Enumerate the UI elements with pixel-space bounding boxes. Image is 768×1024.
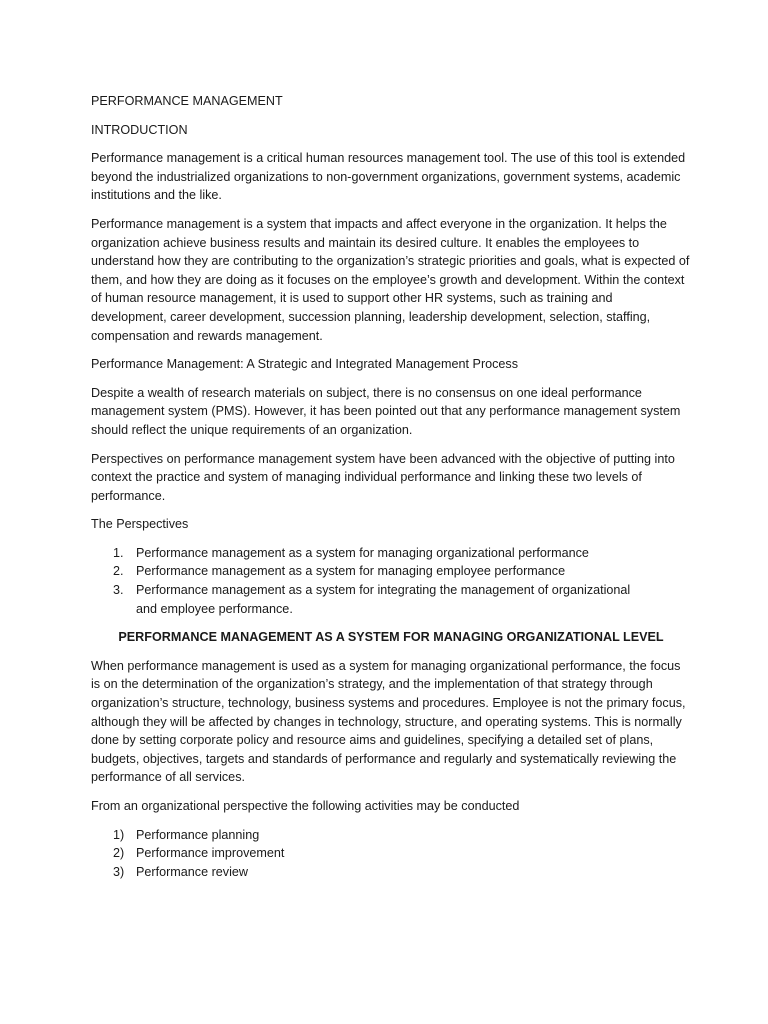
intro-paragraph-1: Performance management is a critical human resources management tool. The use of this tool is extended beyond the industrialized organizations to non-government organizations, government systems, academic institutions and the like. (91, 151, 686, 203)
perspectives-list (91, 544, 691, 618)
list-item (91, 826, 691, 845)
list-item-text: Performance planning (136, 827, 260, 842)
activities-intro: From an organizational perspective the following activities may be conducted (91, 799, 520, 813)
perspectives-heading: The Perspectives (91, 517, 189, 532)
strategic-process-heading: Performance Management: A Strategic and Integrated Management Process (91, 357, 519, 372)
list-item-text: Performance improvement (136, 846, 285, 861)
list-marker: 1) (113, 827, 125, 842)
list-item-text: Performance management as a system for managing employee performance (136, 564, 566, 579)
list-marker: 3. (113, 583, 124, 598)
intro-paragraph-2: Performance management is a system that impacts and affect everyone in the organization. It helps the organization achieve business results and maintain its desired culture. It enables the employees to understand how they are contributing to the organization’s strategic priorities and goals, what is expected of them, and how they are doing as it focuses on the employee’s growth and development. Within the context of human resource management, it is used to support other HR systems, such as training and development, career development, succession planning, leadership development, selection, staffing, compensation and rewards management. (91, 216, 690, 343)
list-item (91, 562, 691, 581)
list-marker: 2. (113, 564, 124, 579)
list-marker: 2) (113, 846, 125, 861)
list-marker: 3) (113, 864, 125, 879)
list-item (91, 844, 691, 863)
list-item (91, 581, 691, 618)
list-item (91, 544, 691, 563)
document-title: PERFORMANCE MANAGEMENT (91, 94, 283, 108)
organizational-level-paragraph: When performance management is used as a system for managing organizational performance, the focus is on the determination of the organization’s strategy, and the implementation of that strategy through organization’s structure, technology, business systems and procedures. Employee is not the primary focus, although they will be affected by changes in technology, structure, and operating systems. This is normally done by setting corporate policy and resource aims and guidelines, specifying a detailed set of plans, budgets, objectives, targets and standards of performance and regularly and systematically reviewing the performance of all services. (91, 658, 686, 785)
organizational-level-heading: PERFORMANCE MANAGEMENT AS A SYSTEM FOR MANAGING ORGANIZATIONAL LEVEL (118, 630, 664, 645)
activities-list (91, 826, 691, 882)
strategic-paragraph-2: Perspectives on performance management system have been advanced with the objective of putting into context the practice and system of managing individual performance and linking these two levels of performance. (91, 451, 675, 503)
document-page (91, 92, 691, 891)
list-item-text: Performance management as a system for integrating the management of organizational and employee performance. (136, 583, 631, 616)
introduction-heading: INTRODUCTION (91, 122, 188, 137)
list-item (91, 863, 691, 882)
list-marker: 1. (113, 545, 124, 560)
list-item-text: Performance management as a system for managing organizational performance (136, 545, 589, 560)
list-item-text: Performance review (136, 864, 248, 879)
strategic-paragraph-1: Despite a wealth of research materials on subject, there is no consensus on one ideal performance management system (PMS). However, it has been pointed out that any performance management system should reflect the unique requirements of an organization. (91, 385, 681, 437)
